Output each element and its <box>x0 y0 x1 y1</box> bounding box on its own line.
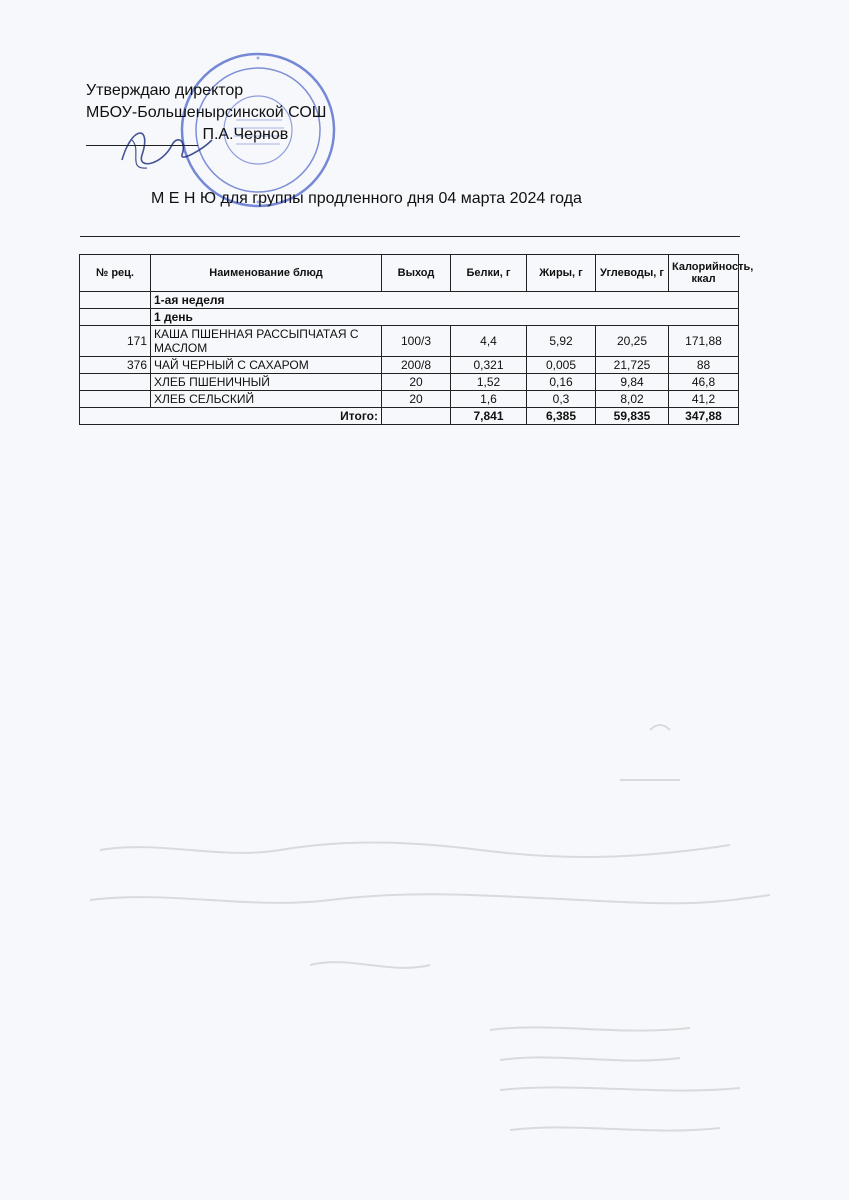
calories: 46,8 <box>669 374 739 391</box>
column-header: № рец. <box>80 255 151 292</box>
protein: 1,52 <box>451 374 527 391</box>
total-label: Итого: <box>80 408 382 425</box>
column-header: Углеводы, г <box>596 255 669 292</box>
bleed-through-marks <box>60 700 800 1180</box>
day-label: 1 день <box>151 309 739 326</box>
protein: 4,4 <box>451 326 527 357</box>
school-name: МБОУ-Большенырсинской СОШ <box>86 104 327 121</box>
carbs: 8,02 <box>596 391 669 408</box>
carbs: 21,725 <box>596 357 669 374</box>
calories: 171,88 <box>669 326 739 357</box>
total-row <box>80 408 739 425</box>
dish-name: ХЛЕБ ПШЕНИЧНЫЙ <box>151 374 382 391</box>
menu-table <box>79 254 754 425</box>
table-row <box>80 391 739 408</box>
director-name: П.А.Чернов <box>202 126 289 143</box>
director-signature-line <box>86 124 326 146</box>
fat: 0,005 <box>527 357 596 374</box>
fat: 0,16 <box>527 374 596 391</box>
approval-block <box>86 80 326 146</box>
total-protein: 7,841 <box>451 408 527 425</box>
table-header-row <box>80 255 739 292</box>
column-header: Белки, г <box>451 255 527 292</box>
recipe-number: 171 <box>80 326 151 357</box>
divider <box>80 236 740 237</box>
portion: 200/8 <box>382 357 451 374</box>
fat: 5,92 <box>527 326 596 357</box>
carbs: 9,84 <box>596 374 669 391</box>
recipe-number: 376 <box>80 357 151 374</box>
week-label: 1-ая неделя <box>151 292 739 309</box>
column-header: Наименование блюд <box>151 255 382 292</box>
carbs: 20,25 <box>596 326 669 357</box>
day-row <box>80 309 739 326</box>
total-carbs: 59,835 <box>596 408 669 425</box>
table-row <box>80 374 739 391</box>
fat: 0,3 <box>527 391 596 408</box>
column-header: Выход <box>382 255 451 292</box>
total-calories: 347,88 <box>669 408 739 425</box>
page-title: М Е Н Ю для группы продленного дня 04 марта 2024 года <box>151 190 582 207</box>
column-header: Жиры, г <box>527 255 596 292</box>
week-row <box>80 292 739 309</box>
table-row <box>80 357 739 374</box>
portion: 100/3 <box>382 326 451 357</box>
dish-name: КАША ПШЕННАЯ РАССЫПЧАТАЯ С МАСЛОМ <box>151 326 382 357</box>
recipe-number <box>80 391 151 408</box>
calories: 41,2 <box>669 391 739 408</box>
protein: 0,321 <box>451 357 527 374</box>
portion: 20 <box>382 374 451 391</box>
dish-name: ХЛЕБ СЕЛЬСКИЙ <box>151 391 382 408</box>
portion: 20 <box>382 391 451 408</box>
column-header: Калорийность, ккал <box>669 255 739 292</box>
approval-label: Утверждаю директор <box>86 82 244 99</box>
dish-name: ЧАЙ ЧЕРНЫЙ С САХАРОМ <box>151 357 382 374</box>
table-row <box>80 326 739 357</box>
total-fat: 6,385 <box>527 408 596 425</box>
protein: 1,6 <box>451 391 527 408</box>
calories: 88 <box>669 357 739 374</box>
recipe-number <box>80 374 151 391</box>
